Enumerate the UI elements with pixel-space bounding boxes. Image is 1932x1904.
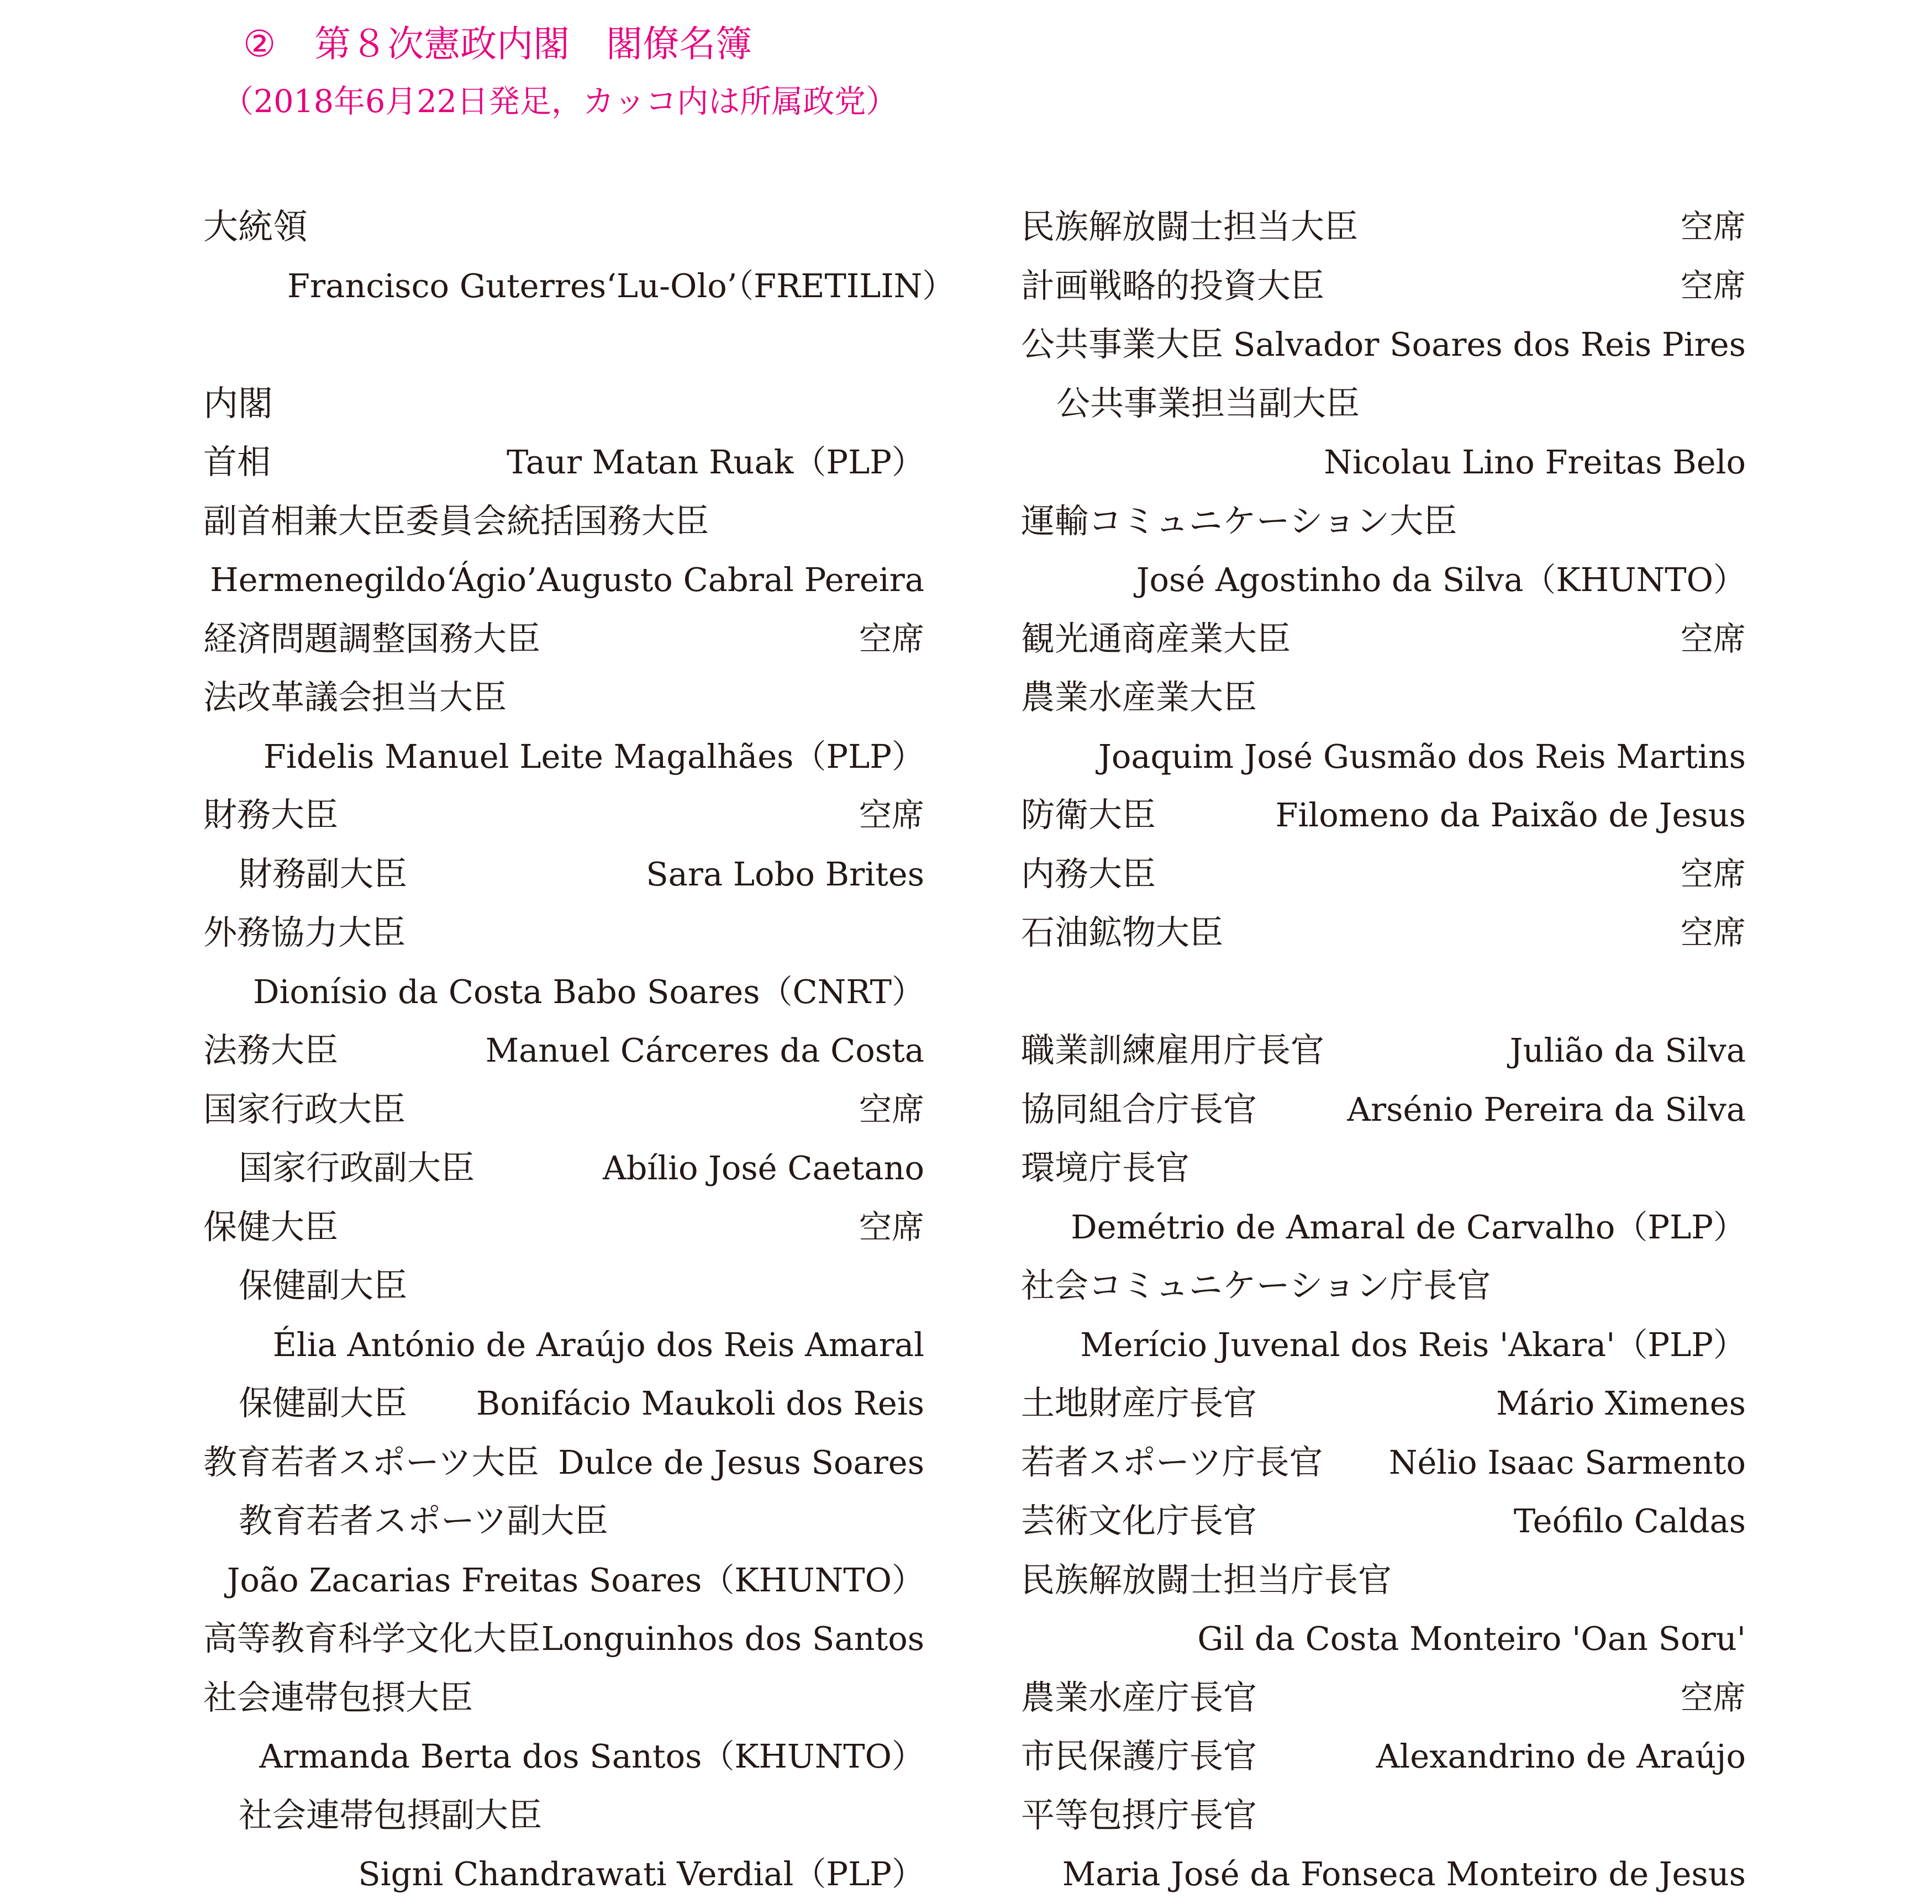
minister-title: 平等包摂庁長官	[1021, 1795, 1257, 1835]
minister-title: 高等教育科学文化大臣	[203, 1619, 541, 1658]
minister-title: 石油鉱物大臣	[1021, 913, 1224, 952]
roster-line	[203, 1610, 924, 1669]
minister-name: Salvador Soares dos Reis Pires	[1233, 325, 1746, 363]
minister-name: Taur Matan Ruak（PLP）	[506, 443, 924, 481]
spacer	[203, 315, 924, 375]
roster-line	[203, 1786, 924, 1845]
minister-name: Longuinhos dos Santos	[541, 1620, 924, 1658]
roster-line	[203, 668, 924, 727]
roster-line	[1021, 1727, 1746, 1786]
roster-line	[1021, 1551, 1746, 1610]
minister-title: 保健副大臣	[239, 1384, 408, 1423]
minister-title: 計画戦略的投資大臣	[1021, 266, 1325, 305]
minister-title: 若者スポーツ庁長官	[1021, 1442, 1323, 1482]
roster-line	[203, 1433, 924, 1492]
minister-name: Élia António de Araújo dos Reis Amaral	[272, 1325, 924, 1364]
roster-line	[1021, 1316, 1746, 1375]
roster-line	[203, 727, 924, 787]
roster-line	[1021, 433, 1746, 492]
roster-line	[1021, 1610, 1746, 1669]
roster-line	[203, 1669, 924, 1728]
roster-line	[203, 1080, 924, 1140]
roster-line	[1021, 1492, 1746, 1551]
minister-title: 財務大臣	[203, 795, 339, 835]
minister-title: 公共事業大臣	[1021, 325, 1224, 364]
minister-title: 保健大臣	[203, 1207, 339, 1247]
minister-name: Hermenegildo‘Ágio’Augusto Cabral Pereira	[210, 561, 924, 599]
minister-name: Fidelis Manuel Leite Magalhães（PLP）	[263, 737, 924, 776]
roster-line	[203, 1845, 924, 1904]
roster-line	[1021, 375, 1746, 434]
minister-name: Arsénio Pereira da Silva	[1347, 1090, 1746, 1128]
vacant-label: 空席	[1680, 208, 1746, 246]
minister-title: 首相	[203, 442, 271, 482]
minister-title: 教育若者スポーツ副大臣	[239, 1501, 608, 1541]
roster-line	[203, 845, 924, 904]
minister-name: Dionísio da Costa Babo Soares（CNRT）	[253, 972, 924, 1011]
roster-line	[203, 1374, 924, 1433]
minister-title: 防衛大臣	[1021, 795, 1156, 835]
roster-line	[203, 257, 955, 316]
minister-title: 土地財産庁長官	[1021, 1384, 1257, 1423]
minister-title: 内務大臣	[1021, 854, 1156, 894]
roster-line	[1021, 727, 1746, 787]
roster-line	[203, 375, 924, 434]
minister-name: Merício Juvenal dos Reis 'Akara'（PLP）	[1080, 1325, 1746, 1364]
minister-title: 民族解放闘士担当大臣	[1021, 207, 1359, 246]
vacant-label: 空席	[859, 796, 924, 834]
roster-line	[203, 198, 924, 257]
roster-line	[203, 1316, 924, 1375]
roster-line	[1021, 904, 1746, 963]
title-cabinet: 第８次憲政内閣	[314, 23, 570, 65]
minister-title: 環境庁長官	[1021, 1148, 1190, 1188]
minister-name: José Agostinho da Silva（KHUNTO）	[1136, 561, 1746, 599]
minister-name: Manuel Cárceres da Costa	[485, 1031, 924, 1069]
roster-line	[1021, 1198, 1746, 1257]
vacant-label: 空席	[1680, 855, 1746, 893]
minister-title: 観光通商産業大臣	[1021, 619, 1291, 658]
left-column	[203, 198, 955, 1904]
roster-line	[203, 904, 924, 963]
minister-name: Maria José da Fonseca Monteiro de Jesus	[1062, 1855, 1746, 1893]
minister-title: 協同組合庁長官	[1021, 1089, 1257, 1129]
minister-name: João Zacarias Freitas Soares（KHUNTO）	[227, 1560, 924, 1599]
minister-title: 公共事業担当副大臣	[1056, 383, 1360, 423]
minister-name: Filomeno da Paixão de Jesus	[1275, 796, 1746, 834]
right-column	[1021, 198, 1746, 1904]
roster-line	[1021, 786, 1746, 845]
minister-title: 外務協力大臣	[203, 913, 406, 952]
minister-name: Francisco Guterres‘Lu-Olo’（FRETILIN）	[287, 266, 955, 305]
vacant-label: 空席	[1680, 914, 1746, 952]
roster-line	[1021, 1786, 1746, 1845]
minister-title: 法務大臣	[203, 1031, 339, 1070]
roster-line	[203, 1198, 924, 1257]
page-heading	[222, 17, 898, 120]
minister-name: Sara Lobo Brites	[646, 855, 924, 893]
roster-line	[203, 963, 924, 1022]
page-title	[243, 17, 752, 72]
vacant-label: 空席	[1680, 619, 1746, 658]
section-heading: 内閣	[203, 383, 273, 424]
roster-line	[1021, 1374, 1746, 1433]
roster-line	[1021, 1669, 1746, 1728]
minister-title: 民族解放闘士担当庁長官	[1021, 1560, 1392, 1600]
roster-line	[1021, 198, 1746, 257]
roster-line	[1021, 610, 1746, 669]
spacer	[1021, 963, 1746, 1022]
roster-line	[203, 551, 924, 610]
minister-title: 社会連帯包摂大臣	[203, 1678, 473, 1717]
minister-title: 芸術文化庁長官	[1021, 1501, 1257, 1541]
roster-line	[203, 1257, 924, 1316]
roster-line	[1021, 1021, 1746, 1080]
roster-line	[1021, 1257, 1746, 1316]
roster-line	[1021, 551, 1746, 610]
minister-title: 保健副大臣	[239, 1266, 408, 1305]
vacant-label: 空席	[859, 619, 924, 658]
minister-title: 財務副大臣	[239, 854, 408, 894]
minister-title: 運輸コミュニケーション大臣	[1021, 501, 1457, 541]
roster-line	[1021, 257, 1746, 316]
minister-title: 社会コミュニケーション庁長官	[1021, 1266, 1491, 1305]
minister-name: Armanda Berta dos Santos（KHUNTO）	[259, 1737, 924, 1775]
minister-title: 国家行政副大臣	[239, 1148, 475, 1188]
minister-name: Gil da Costa Monteiro 'Oan Soru'	[1197, 1620, 1746, 1658]
minister-title: 国家行政大臣	[203, 1089, 406, 1129]
roster-line	[1021, 1139, 1746, 1198]
roster-line	[1021, 1080, 1746, 1140]
roster-line	[203, 1492, 924, 1551]
roster-line	[203, 1727, 924, 1786]
roster-line	[1021, 668, 1746, 727]
minister-title: 教育若者スポーツ大臣	[203, 1442, 539, 1482]
minister-name: Nicolau Lino Freitas Belo	[1324, 443, 1746, 481]
minister-title: 経済問題調整国務大臣	[203, 619, 541, 658]
minister-name: Mário Ximenes	[1496, 1384, 1746, 1422]
roster-line	[1021, 1433, 1746, 1492]
roster-line	[203, 610, 924, 669]
roster-line	[1021, 1845, 1746, 1904]
minister-name: Dulce de Jesus Soares	[558, 1443, 924, 1481]
minister-name: Signi Chandrawati Verdial（PLP）	[358, 1855, 924, 1893]
minister-name: Nélio Isaac Sarmento	[1388, 1443, 1746, 1481]
vacant-label: 空席	[859, 1090, 924, 1128]
roster-line	[1021, 315, 1746, 375]
roster-line	[203, 492, 924, 551]
title-roster: 閣僚名簿	[606, 23, 752, 65]
minister-name: Teófilo Caldas	[1513, 1502, 1746, 1540]
minister-title: 農業水産庁長官	[1021, 1678, 1257, 1717]
roster-line	[1021, 492, 1746, 551]
roster-line	[203, 1021, 924, 1080]
roster-line	[203, 1551, 924, 1610]
minister-name: Bonifácio Maukoli dos Reis	[476, 1384, 924, 1422]
minister-title: 市民保護庁長官	[1021, 1737, 1257, 1776]
minister-title: 職業訓練雇用庁長官	[1021, 1031, 1325, 1070]
roster-line	[203, 433, 924, 492]
minister-title: 社会連帯包摂副大臣	[239, 1795, 543, 1835]
minister-title: 副首相兼大臣委員会統括国務大臣	[203, 501, 709, 541]
section-heading: 大統領	[203, 207, 308, 247]
page-subtitle: （2018年6月22日発足，カッコ内は所属政党）	[222, 83, 898, 120]
roster-line	[1021, 845, 1746, 904]
section-number: ②	[243, 23, 276, 65]
vacant-label: 空席	[1680, 1678, 1746, 1717]
roster-line	[203, 786, 924, 845]
vacant-label: 空席	[859, 1207, 924, 1246]
minister-name: Abílio José Caetano	[602, 1149, 924, 1187]
minister-title: 農業水産業大臣	[1021, 678, 1257, 717]
minister-name: Joaquim José Gusmão dos Reis Martins	[1098, 737, 1746, 776]
vacant-label: 空席	[1680, 266, 1746, 305]
minister-name: Alexandrino de Araújo	[1376, 1737, 1746, 1775]
minister-name: Demétrio de Amaral de Carvalho（PLP）	[1071, 1207, 1746, 1246]
minister-name: Julião da Silva	[1509, 1031, 1746, 1069]
minister-title: 法改革議会担当大臣	[203, 678, 507, 717]
roster-line	[203, 1139, 924, 1198]
